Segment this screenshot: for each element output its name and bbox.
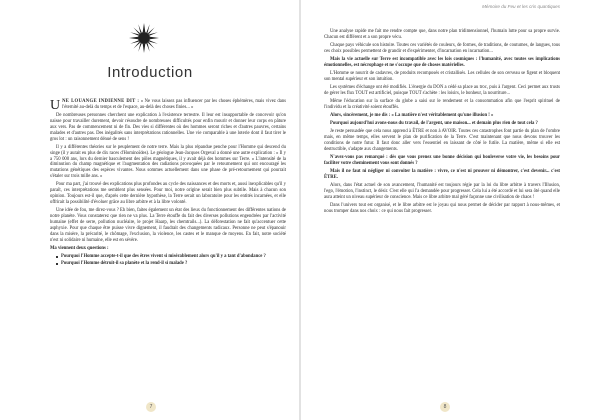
chapter-title: Introduction — [107, 64, 193, 81]
right-page-body — [324, 29, 560, 217]
paragraph: Une analyse rapide me fait me rendre compte que, dans notre plan tridimensionnel, l'humain lutte pour sa propre survie. Chacun est différent et a son propre vécu. — [324, 29, 560, 40]
paragraph: Les systèmes d'échange ont été modifiés. L'énergie du DON a cédé sa place au troc, puis à l'argent. Ceci permet aux trusts de gérer les flux TOUT est artificiel, puisque TOUT s'achète : les loisirs, le bonheur, la nourriture... — [324, 85, 560, 96]
sun-ornament — [128, 22, 160, 54]
paragraph: L'Homme se nourrit de cadavres, de produits recomposés et cristallisés. Les cellules de son cerveau se figent et bloquent son mental supérieur et son intuition. — [324, 71, 560, 82]
paragraph: De nombreuses personnes cherchent une explication à l'existence terrestre. Il leur est insupportable de concevoir qu'on naisse pour travailler durement, devoir résoudre de nombreuses difficultés pour enfin mourir et donner leur corps en pâture aux vers. Pas de commencement ni de fin. Des vies si différentes où des hommes seront riches et d'autres pauvres, certains malades et d'autres pas. Des inégalités sans interprétations rationnelles. Une vie comparable à une loterie dont il faut tirer le gros lot : un raisonnement dénué de sens ! — [50, 113, 286, 142]
questions-intro: Ma viennent deux questions : — [50, 245, 109, 251]
paragraph: Pour ma part, j'ai trouvé des explications plus profondes au cycle des naissances et des morts et, aussi inexplicables qu'il y paraît, ces interprétations me semblent plus sensées. Pour moi, notre origine serait bien plus subtile. Mais à chacun son opinion. Toujours est-il que, d'après cette dernière hypothèse, la Terre serait un laboratoire pour les entités incarnées, et elle offrirait la possibilité d'évoluer grâce au libre arbitre et à la libre volonté. — [50, 182, 286, 206]
opening-paragraph — [50, 99, 286, 111]
running-header: Mémoire du Feu et les cris quantiques — [482, 4, 560, 9]
right-page — [300, 0, 600, 420]
paragraph-emphasis: Alors, sincèrement, je me dis : « La matière n'est véritablement qu'une illusion ! » — [330, 113, 494, 118]
paragraph: Je reste persuadée que cela nous apprend à ÊTRE et non à AVOIR. Toutes ces catastrophes font partie du plan de l'ombre mais, en même temps, elles servent le plan de purification de la Terre. C'est maintenant que nous devons trouver les conditions de notre futur. Il faut donc aller vers l'essentiel en laissant de côté le futile. La matière, même si elle est destructible, s'adapte aux changements. — [324, 129, 560, 152]
questions-list — [50, 254, 286, 267]
paragraph: Il y a différentes théories sur le peuplement de notre terre. Mais la plus répandue penche pour l'Homme qui descend du singe (il y aurait eu plus de dix races d'Hominoïdes). Le géologue Jean-Jacques Orgeval a donné une autre explication : « Il y a 750 000 ans, lors du dernier basculement des pôles magnétiques, il y avait déjà des hommes sur Terre. » L'intensité de la diminution du champ magnétique et l'augmentation des radiations provoquées par le retournement qui ont encouragé les mutations génétiques des espèces vivantes. Nous sommes actuellement dans une phase de pré-retournement qui pourrait s'étaler sur trois mille ans. » — [50, 144, 286, 180]
paragraph: Alors, dans l'état actuel de son avancement, l'humanité est toujours régie par la loi du libre arbitre à travers l'Illusion, l'ego, l'émotion, l'instinct, le désir. C'est elle qui l'a demandée pour progresser. Cela lui a été accordé et lui sera ôté quand elle aura atteint un niveau supérieur de conscience. Mais ce libre arbitre mal géré façonne une civilisation de chaos ! — [324, 183, 560, 200]
paragraph: Dans l'univers tout est organisé, et le libre arbitre est le joyau qui nous permet de décider par rapport à nous-mêmes, et nous tromper dans nos choix : ce qui nous fait progresser. — [324, 202, 560, 214]
paragraph-emphasis: Mais il ne faut ni négliger ni convoiter la matière : vivre, ce n'est ni prouver ni démontrer, c'est devenir... c'est ÊTRE. — [324, 169, 560, 180]
left-page-body — [50, 99, 286, 268]
paragraph-emphasis: Mais la vie actuelle sur Terre est incompatible avec les lois cosmiques : l'humanité, avec toutes ses implications émotionnelles, est nécrophage et ne s'occupe que de choses matérielles. — [324, 57, 560, 68]
paragraph: Même l'éducation sur la surface du globe a saisi sur le rendement et la consommation afin que l'esprit spirituel de l'individu et la créativité soient étouffés. — [324, 99, 560, 110]
opening-lead: NE LOUANGE INDIENNE DIT : — [62, 99, 140, 104]
opening-quote: « Ne vous laissez pas influencer par les choses éphémères, mais vivez dans l'éternité au-delà du temps et de l'espace, au-delà des choses finies... » — [62, 99, 287, 110]
question-item: Pourquoi l'Homme détruit-il sa planète et la rend-il si malade ? — [56, 261, 286, 267]
drop-cap: U — [50, 98, 61, 113]
page-number-left: 7 — [146, 402, 156, 412]
paragraph-emphasis: Pourquoi aujourd'hui avons-nous du travail, de l'argent, une maison... et demain plus rien de tout cela ? — [330, 121, 538, 127]
paragraph: Chaque pays véhicule son histoire. Toutes ces variétés de couleurs, de formes, de traditions, de coutumes, de langues, tous ces choix possibles permettent de grandir et d'expérimenter, d'incarnation en incarnation... — [324, 43, 560, 54]
sun-icon — [128, 22, 160, 54]
question-item: Pourquoi l'Homme accepte-t-il que des êtres vivent si misérablement alors qu'il y a tant d'abondance ? — [56, 254, 286, 260]
paragraph: Une idée de fou, me direz-vous ? Eh bien, faites également un état des lieux du fonctionnement des différentes nations de notre planète. Vous constaterez que rien ne va plus. La Terre étouffe du fait des diverses pollutions engendrées par l'activité humaine (effet de serre, pollution nucléaire, le projet Haarp, les chemtrails...). La déforestation ne fait qu'accentuer cette asphyxie. Pour que chaque être puisse vivre dignement, il faudrait des changements radicaux. Personne ne peut s'épanouir dans la misère, la précarité, le chômage, l'exclusion, la violence, les castes et le manque de moyens. En fait, notre société n'est ni solidaire ni humaine, elle est en sévère. — [50, 208, 286, 243]
paragraph-emphasis: N'avez-vous pas remarqué : dès que vous prenez une bonne décision qui bouleverse votre vie, les besoins pour faciliter votre cheminement vous sont donnés ? — [324, 155, 560, 166]
page-number-right: 8 — [440, 402, 450, 412]
